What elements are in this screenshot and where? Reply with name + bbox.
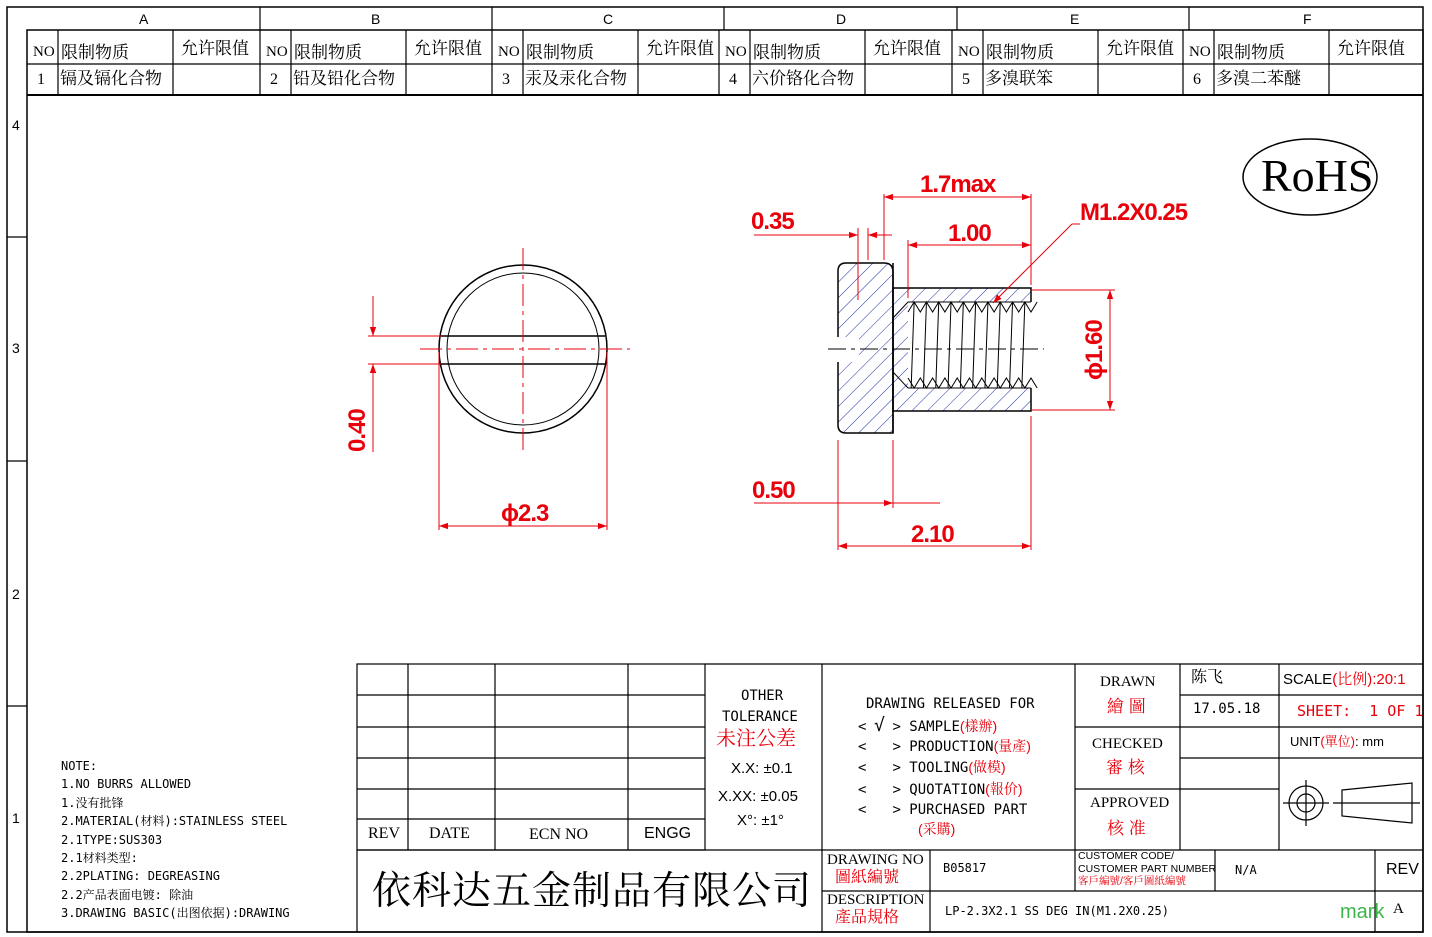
release-option-label: TOOLING [909,760,969,776]
drawing-no-label-cn: 圖紙編號 [835,869,900,886]
description-label: DESCRIPTION [827,892,925,908]
rohs-mark: RoHS [1261,150,1374,201]
customer-label-1: CUSTOMER CODE/ [1078,850,1175,862]
zone-column-label: C [603,11,614,27]
substance-no: 4 [729,71,737,88]
zone-row-label: 1 [12,810,20,826]
checked-label: CHECKED [1092,736,1163,752]
unit-label: UNIT [1290,734,1321,749]
option-bracket: < [858,719,867,735]
sheet-field [1297,704,1423,719]
projection-symbol-icon [1283,780,1420,826]
tolerance-title-2: TOLERANCE [722,709,798,725]
approved-label: APPROVED [1090,795,1170,811]
substance-header-no: NO [498,44,520,60]
note-line: 2.1材料类型: [61,851,138,866]
release-option [858,782,1022,797]
substance-header-no: NO [958,44,980,60]
approved-label-cn: 核 准 [1107,819,1146,838]
substance-no: 2 [270,71,278,88]
unit-value: : mm [1355,734,1384,749]
drawn-label: DRAWN [1100,674,1156,690]
dim-slot-depth: 0.50 [752,477,795,504]
release-option-label-cn: (報价) [985,780,1023,797]
substance-header-name: 限制物质 [61,43,129,62]
note-line: 1.NO BURRS ALLOWED [61,777,192,792]
customer-label-2: CUSTOMER PART NUMBER [1078,863,1217,875]
release-title: DRAWING RELEASED FOR [866,696,1035,712]
option-bracket: > [892,781,910,798]
release-option [858,717,997,735]
dim-slot-width: 0.40 [344,409,371,452]
zone-row-label: 2 [12,586,20,602]
substance-header-limit: 允许限值 [646,39,714,58]
drawn-by: 陈飞 [1191,669,1224,686]
substance-header-limit: 允许限值 [414,39,482,58]
rev-header: REV [368,825,400,842]
release-option-label-cn: (采購) [918,821,956,837]
release-option-label: SAMPLE [909,719,960,735]
drawing-no-label: DRAWING NO [827,852,924,868]
zone-column-label: D [836,11,847,27]
drawing-no-value: B05817 [943,861,987,875]
dim-head-diameter: ϕ2.3 [501,500,549,527]
checked-label-cn: 審 核 [1106,758,1145,777]
front-view [420,248,630,452]
scale-field [1283,672,1406,687]
scale-label-cn: (比例) [1332,671,1373,688]
substance-header-name: 限制物质 [526,43,594,62]
substance-header-limit: 允许限值 [181,39,249,58]
description-value: LP-2.3X2.1 SS DEG IN(M1.2X0.25) [945,904,1169,918]
substance-header-no: NO [725,44,747,60]
note-line: 2.2产品表面电镀: 除油 [61,887,194,902]
substance-header-no: NO [33,44,55,60]
dim-length-max: 1.7max [920,171,996,198]
release-option-label-cn: (做模) [968,759,1006,775]
option-bracket: < [858,781,867,798]
substance-name: 多溴联笨 [985,69,1053,88]
substance-no: 6 [1193,71,1201,88]
release-option-label: PURCHASED PART [909,802,1028,818]
release-option-label-cn: (樣辦) [959,718,998,734]
side-view [828,263,1044,433]
substance-name: 铅及铅化合物 [293,69,395,88]
substance-header-name: 限制物质 [986,43,1054,62]
tolerance-title-1: OTHER [741,688,784,704]
note-line: 2.MATERIAL(材料):STAINLESS STEEL [61,814,288,829]
unit-label-cn: (單位) [1320,734,1356,749]
substance-header-limit: 允许限值 [1106,39,1174,58]
option-bracket: > [892,760,910,776]
release-option [858,760,1006,775]
note-line: 1.没有批锋 [61,795,124,810]
zone-column-label: E [1070,11,1080,27]
substance-header-name: 限制物质 [294,43,362,62]
dim-total-length: 2.10 [911,521,954,548]
tolerance-x1: X.X: ±0.1 [731,760,793,777]
tolerance-x2: X.XX: ±0.05 [718,788,798,805]
company-name: 依科达五金制品有限公司 [372,870,813,913]
date-header: DATE [429,825,470,842]
substance-header-limit: 允许限值 [1337,39,1405,58]
release-option [858,739,1031,754]
substance-header-name: 限制物质 [753,43,821,62]
scale-value: :20:1 [1372,671,1406,688]
dim-thread-spec: M1.2X0.25 [1080,199,1188,226]
zone-row-label: 3 [12,340,20,356]
notes-title: NOTE: [61,759,98,773]
unit-field [1290,735,1384,748]
zone-row-label: 4 [12,117,20,133]
substance-name: 多溴二苯醚 [1216,69,1301,88]
release-option-label: QUOTATION [909,781,986,798]
option-bracket: < [858,738,867,755]
option-bracket: < [858,760,867,776]
drawn-date: 17.05.18 [1193,701,1261,717]
substance-no: 1 [37,71,45,88]
customer-label-cn: 客戶編號/客戶圖紙編號 [1078,875,1186,887]
substance-header-no: NO [266,44,288,60]
scale-label: SCALE [1283,671,1333,688]
dim-thread-diameter: ϕ1.60 [1081,320,1108,380]
tolerance-x3: X°: ±1° [737,812,784,829]
note-line: 2.2PLATING: DEGREASING [61,869,220,884]
dim-head-height: 0.35 [751,208,794,235]
option-bracket: > [892,738,910,755]
tolerance-title-cn: 未注公差 [716,728,796,750]
customer-value: N/A [1235,863,1257,877]
dim-thread-length: 1.00 [948,220,991,247]
substance-name: 汞及汞化合物 [525,69,627,88]
sheet-value: 1 OF 1 [1369,702,1424,720]
note-line: 2.1TYPE:SUS303 [61,832,163,847]
engg-header: ENGG [644,825,692,842]
description-label-cn: 產品規格 [835,909,900,926]
release-option [858,803,1027,817]
rev-block-label: REV [1386,861,1419,878]
option-bracket: > [892,719,910,735]
option-bracket: < [858,802,867,818]
release-option-label-cn: (量產) [993,737,1031,754]
substance-header-limit: 允许限值 [873,39,941,58]
checkmark-icon: √ [874,715,885,736]
option-bracket: > [892,802,910,818]
ecn-header: ECN NO [529,826,589,843]
zone-column-label: F [1303,11,1312,27]
drawn-label-cn: 繪 圖 [1107,697,1146,716]
substance-no: 5 [962,71,970,88]
zone-column-label: B [371,11,381,27]
rev-block-value: A [1393,901,1404,917]
substance-header-no: NO [1189,44,1211,60]
zone-column-label: A [139,11,149,27]
substance-name: 六价铬化合物 [752,69,854,88]
substance-name: 镉及镉化合物 [60,69,162,88]
release-option-label: PRODUCTION [909,738,994,755]
substance-no: 3 [502,71,510,88]
sheet-label: SHEET: [1297,702,1352,720]
notes [61,757,290,923]
watermark-text: mark [1340,901,1385,923]
note-line: 3.DRAWING BASIC(出图依据):DRAWING [61,906,290,921]
substance-header-name: 限制物质 [1217,43,1285,62]
